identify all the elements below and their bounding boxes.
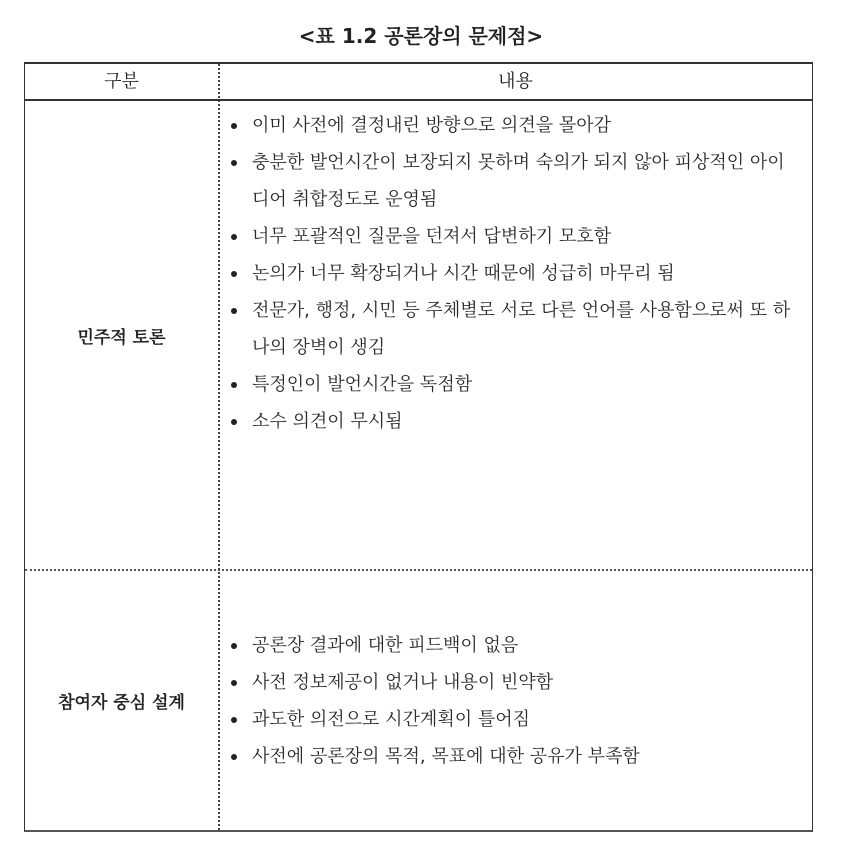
list-item-text: 과도한 의전으로 시간계획이 틀어짐 — [252, 708, 530, 730]
table-header-row — [25, 64, 812, 101]
list-item — [220, 701, 802, 738]
list-item-text: 전문가, 행정, 시민 등 주체별로 서로 다른 언어를 사용함으로써 또 하나의 장벽이 생김 — [252, 300, 791, 358]
list-item — [220, 664, 802, 701]
list-item-text: 논의가 너무 확장되거나 시간 때문에 성급히 마무리 됨 — [252, 263, 675, 284]
bullet-list — [220, 627, 802, 775]
table-row-participant-centered-design — [25, 571, 812, 830]
row-category: 민주적 토론 — [77, 327, 166, 348]
table-title: <표 1.2 공론장의 문제점> — [298, 24, 544, 48]
bullet-icon — [231, 754, 237, 760]
bullet-icon — [231, 308, 237, 314]
row-content — [220, 571, 802, 830]
bullet-icon — [231, 160, 237, 166]
list-item — [220, 738, 802, 775]
list-item-text: 사전에 공론장의 목적, 목표에 대한 공유가 부족함 — [252, 745, 640, 767]
bullet-icon — [231, 643, 237, 649]
list-item — [220, 144, 802, 218]
bullet-list — [220, 101, 802, 440]
list-item — [220, 255, 802, 292]
bullet-icon — [231, 419, 237, 425]
list-item-text: 사전 정보제공이 없거나 내용이 빈약함 — [252, 671, 554, 693]
list-item — [220, 366, 802, 403]
list-item-text: 특정인이 발언시간을 독점함 — [252, 374, 473, 395]
header-content: 내용 — [498, 71, 533, 92]
table-row-democratic-discussion — [25, 101, 812, 571]
bullet-icon — [231, 234, 237, 240]
problems-table — [24, 62, 813, 832]
list-item-text: 이미 사전에 결정내린 방향으로 의견을 몰아감 — [252, 115, 611, 136]
list-item-text: 공론장 결과에 대한 피드백이 없음 — [252, 634, 519, 656]
bullet-icon — [231, 271, 237, 277]
list-item — [220, 218, 802, 255]
row-category: 참여자 중심 설계 — [58, 693, 185, 713]
bullet-icon — [231, 680, 237, 686]
list-item-text: 충분한 발언시간이 보장되지 못하며 숙의가 되지 않아 피상적인 아이디어 취합정도로 운영됨 — [252, 152, 785, 210]
list-item-text: 너무 포괄적인 질문을 던져서 답변하기 모호함 — [252, 226, 611, 247]
list-item — [220, 627, 802, 664]
header-category: 구분 — [104, 71, 139, 92]
bullet-icon — [231, 382, 237, 388]
list-item-text: 소수 의견이 무시됨 — [252, 411, 403, 432]
list-item — [220, 107, 802, 144]
bullet-icon — [231, 123, 237, 129]
row-content — [220, 101, 802, 569]
list-item — [220, 292, 802, 366]
bullet-icon — [231, 717, 237, 723]
list-item — [220, 403, 802, 440]
